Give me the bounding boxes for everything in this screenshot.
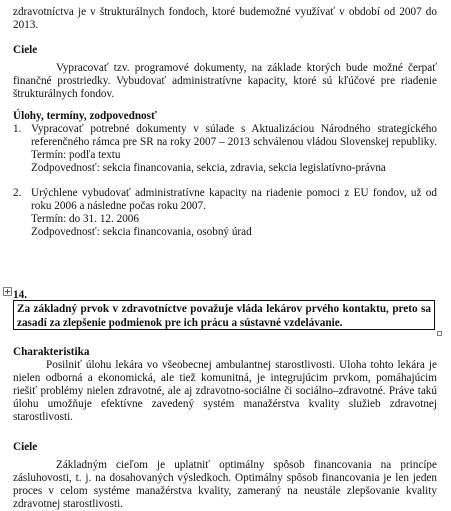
charakteristika-line-1: Posilniť úlohu lekára vo všeobecnej ambulantnej starostlivosti. Uloha tohto lekára je	[46, 359, 437, 371]
ulohy-item-2-responsibility: Zodpovednosť: sekcia financovania, osobný úrad	[31, 226, 252, 238]
ciele-line-2: finančné prostriedky. Vybudovať administratívne kapacity, ktoré sú kľúčové pre riadenie	[13, 75, 437, 87]
ulohy-item-2-line-2: roku 2006 a následne počas roku 2007.	[31, 200, 206, 212]
ciele-heading: Ciele	[13, 44, 38, 56]
ulohy-item-2-line-1: Urýchlene vybudovať administratívne kapacity na riadenie pomoci z EU fondov, už od	[31, 187, 437, 199]
charakteristika-line-4: úlohu umožňuje efektívne zavedený systém manažérstva kvality služieb zdravotnej	[13, 398, 437, 410]
ciele-2-line-1: Základným cieľom je uplatniť optimálny spôsob financovania na princípe	[56, 459, 437, 471]
intro-line-1: zdravotníctva je v štrukturálnych fondoch, ktoré budemožné využívať v období od 2007 do	[13, 6, 437, 18]
intro-line-2: 2013.	[13, 19, 39, 31]
ulohy-item-1-responsibility: Zodpovednosť: sekcia financovania, sekcia, zdravia, sekcia legislatívno-právna	[31, 162, 386, 174]
section-14-line-1: Za základný prvok v zdravotníctve považuje vláda lekárov prvého kontaktu, preto sa	[17, 303, 431, 315]
charakteristika-line-3: riešiť problémy nielen zdravotné, ale aj zdravotno-sociálne či sociálno–zdravotné. Práve takú	[13, 385, 437, 397]
charakteristika-heading: Charakteristika	[13, 346, 90, 358]
section-14-box	[13, 300, 435, 330]
ciele-2-line-4: zdravotnej starostlivosti.	[13, 498, 123, 510]
ciele-2-line-2: zásluhovosti, t. j. na dosahovaných výsledkoch. Optimálny spôsob financovania je len jeden	[13, 472, 437, 484]
ulohy-item-1-term: Termín: podľa textu	[31, 149, 121, 161]
section-14-line-2: zasadí za zlepšenie podmienok pre ich prácu a sústavné vzdelávanie.	[17, 317, 343, 329]
ulohy-heading: Úlohy, termíny, zodpovednosť	[13, 110, 157, 122]
ciele-line-3: štrukturálnych fondov.	[13, 88, 115, 100]
ulohy-item-2-term: Termín: do 31. 12. 2006	[31, 213, 139, 225]
ciele-line-1: Vypracovať tzv. programové dokumenty, na základe ktorých bude možné čerpať	[56, 62, 437, 74]
charakteristika-line-5: starostlivosti.	[13, 411, 73, 423]
table-resize-handle-icon[interactable]	[437, 331, 442, 336]
section-14-number: 14.	[13, 289, 27, 301]
ulohy-item-1-number: 1.	[13, 123, 22, 135]
ulohy-item-1-line-1: Vypracovať potrebné dokumenty v súlade s Aktualizáciou Národného strategického	[31, 123, 437, 135]
table-move-handle-icon[interactable]	[3, 287, 12, 296]
ulohy-item-1-line-2: referenčného rámca pre SR na roky 2007 – 2013 schválenou vládou Slovenskej republiky.	[31, 136, 437, 148]
ciele-2-heading: Ciele	[13, 441, 38, 453]
ciele-2-line-3: proces v celom systéme manažérstva kvality, zameraný na neustále zlepšovanie kvality	[13, 485, 437, 497]
charakteristika-line-2: nielen odborná a ekonomická, ale tiež komunitná, je integrujúcim prvkom, pomáhajúcim	[13, 372, 437, 384]
ulohy-item-2-number: 2.	[13, 187, 22, 199]
